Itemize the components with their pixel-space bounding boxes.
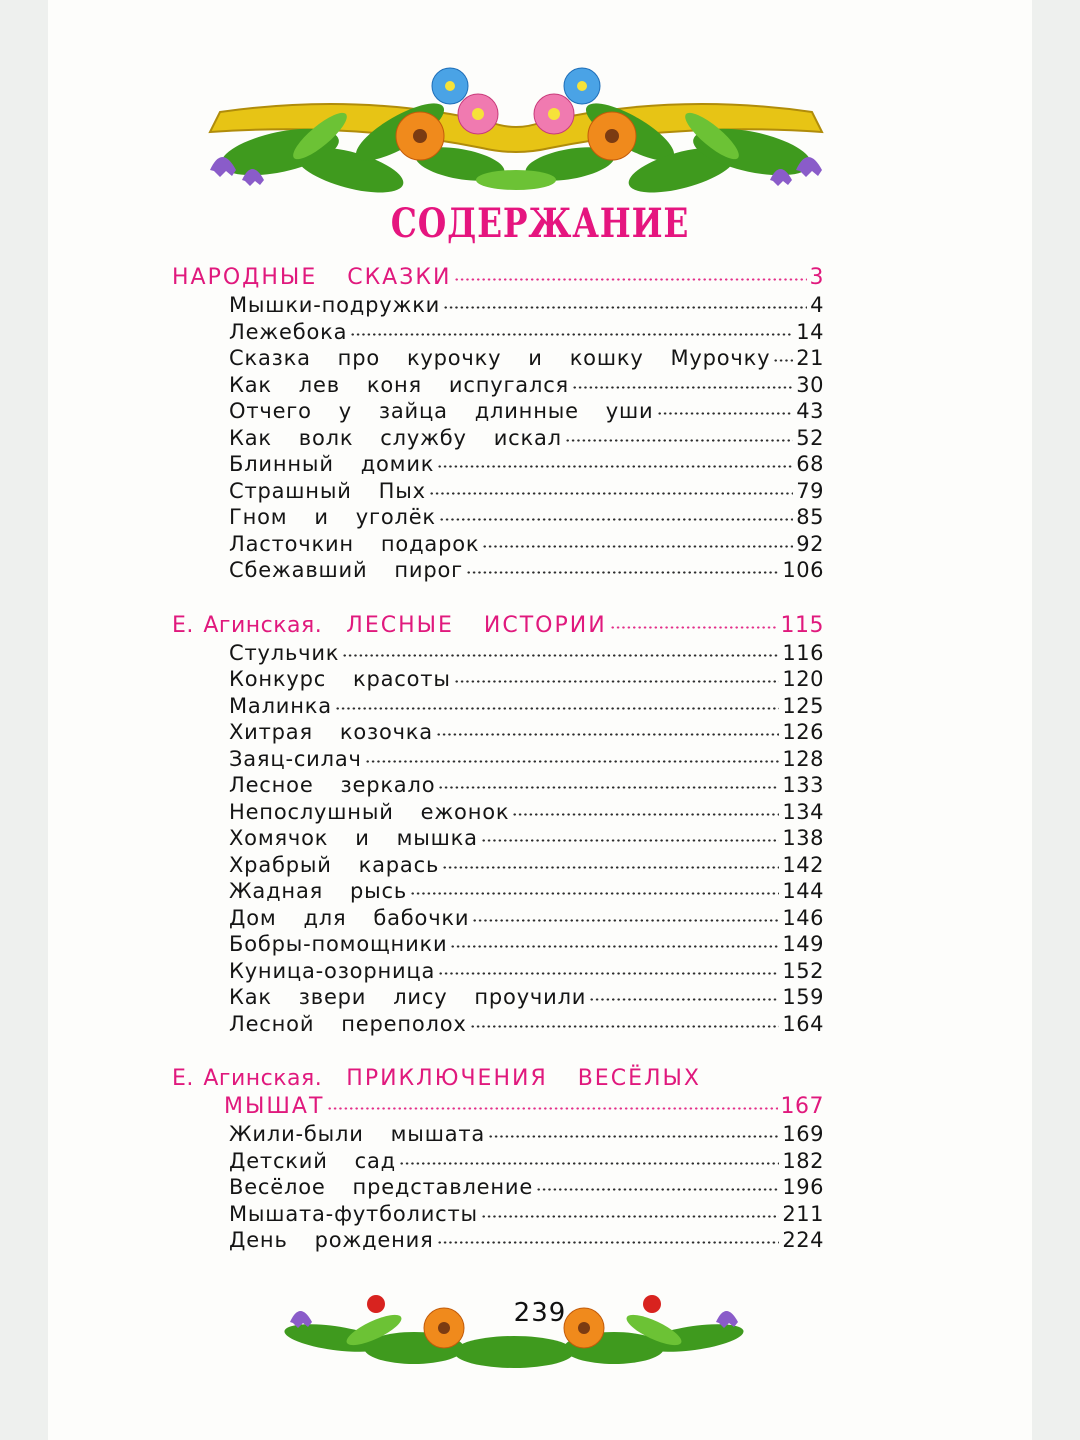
section-spacer bbox=[172, 584, 824, 612]
entry-title: Жили-были мышата bbox=[229, 1122, 486, 1146]
dot-leader bbox=[536, 1173, 779, 1192]
toc-entry[interactable] bbox=[172, 852, 824, 879]
dot-leader bbox=[410, 877, 779, 896]
page-number: 239 bbox=[513, 1298, 567, 1328]
dot-leader bbox=[482, 530, 793, 549]
dot-leader bbox=[327, 1091, 777, 1111]
entry-title: Сказка про курочку и кошку Мурочку bbox=[229, 346, 771, 370]
entry-page: 142 bbox=[782, 852, 824, 877]
entry-page: 196 bbox=[782, 1175, 824, 1199]
dot-leader bbox=[470, 1010, 780, 1029]
entry-title: Сбежавший пирог bbox=[229, 558, 463, 582]
entry-page: 30 bbox=[796, 372, 824, 397]
toc-entry[interactable] bbox=[172, 504, 824, 531]
entry-page: 128 bbox=[782, 746, 824, 771]
entry-title: Как волк службу искал bbox=[229, 425, 562, 450]
entry-page: 79 bbox=[796, 478, 824, 503]
toc-section-heading[interactable] bbox=[172, 1065, 824, 1093]
entry-page: 52 bbox=[796, 425, 824, 450]
entry-title: Как звери лису проучили bbox=[229, 985, 587, 1009]
entry-title: Непослушный ежонок bbox=[229, 799, 510, 824]
entry-title: Лесной переполох bbox=[229, 1011, 467, 1036]
entry-title: Лежебока bbox=[229, 319, 348, 344]
entry-title: Страшный Пых bbox=[229, 478, 426, 503]
toc-entry[interactable] bbox=[172, 531, 824, 558]
toc-entry[interactable] bbox=[172, 878, 824, 905]
table-of-contents bbox=[172, 264, 824, 1254]
entry-title: Храбрый карась bbox=[229, 852, 440, 877]
toc-entry[interactable] bbox=[172, 1227, 824, 1254]
toc-entry[interactable] bbox=[172, 319, 824, 346]
toc-entry[interactable] bbox=[172, 1011, 824, 1038]
page-title: СОДЕРЖАНИЕ bbox=[390, 200, 690, 247]
dot-leader bbox=[335, 692, 779, 711]
entry-title: Дом для бабочки bbox=[229, 905, 470, 930]
entry-page: 14 bbox=[796, 319, 824, 344]
dot-leader bbox=[572, 371, 793, 390]
toc-entry[interactable] bbox=[172, 1121, 824, 1148]
toc-entry[interactable] bbox=[172, 666, 824, 693]
toc-entry[interactable] bbox=[172, 398, 824, 425]
dot-leader bbox=[437, 450, 793, 469]
dot-leader bbox=[342, 639, 779, 658]
dot-leader bbox=[438, 957, 779, 976]
entry-page: 68 bbox=[796, 452, 824, 476]
section-title: ПРИКЛЮЧЕНИЯ ВЕСЁЛЫХ bbox=[346, 1066, 701, 1091]
toc-entry[interactable] bbox=[172, 958, 824, 985]
toc-entry[interactable] bbox=[172, 1148, 824, 1175]
entry-page: 149 bbox=[782, 932, 824, 956]
dot-leader bbox=[365, 745, 780, 764]
entry-page: 164 bbox=[782, 1011, 824, 1036]
toc-entry[interactable] bbox=[172, 746, 824, 773]
entry-title: Отчего у зайца длинные уши bbox=[229, 399, 654, 423]
toc-entry[interactable] bbox=[172, 693, 824, 720]
entry-page: 106 bbox=[782, 558, 824, 582]
entry-page: 43 bbox=[796, 399, 824, 423]
entry-title: Конкурс красоты bbox=[229, 667, 451, 691]
entry-page: 169 bbox=[782, 1122, 824, 1146]
dot-leader bbox=[438, 771, 779, 790]
entry-page: 159 bbox=[782, 985, 824, 1009]
entry-page: 4 bbox=[810, 293, 824, 317]
dot-leader bbox=[657, 397, 794, 416]
entry-page: 92 bbox=[796, 531, 824, 556]
toc-entry[interactable] bbox=[172, 772, 824, 799]
toc-entry[interactable] bbox=[172, 478, 824, 505]
entry-page: 120 bbox=[782, 667, 824, 691]
entry-page: 138 bbox=[782, 826, 824, 850]
toc-entry[interactable] bbox=[172, 799, 824, 826]
toc-section-heading[interactable] bbox=[172, 264, 824, 292]
section-page: 167 bbox=[780, 1094, 824, 1119]
entry-title: Хомячок и мышка bbox=[229, 826, 478, 850]
entry-page: 125 bbox=[782, 693, 824, 718]
entry-title: Куница-озорница bbox=[229, 958, 436, 983]
toc-entry[interactable] bbox=[172, 425, 824, 452]
entry-page: 182 bbox=[782, 1148, 824, 1173]
entry-title: Бобры-помощники bbox=[229, 932, 448, 956]
dot-leader bbox=[512, 798, 779, 817]
toc-entry[interactable] bbox=[172, 557, 824, 584]
dot-leader bbox=[399, 1147, 779, 1166]
entry-title: Гном и уголёк bbox=[229, 505, 436, 529]
entry-page: 134 bbox=[782, 799, 824, 824]
entry-page: 224 bbox=[782, 1228, 824, 1252]
dot-leader bbox=[466, 556, 779, 575]
entry-page: 146 bbox=[782, 905, 824, 930]
entry-title: Лесное зеркало bbox=[229, 773, 436, 797]
toc-entry[interactable] bbox=[172, 1201, 824, 1228]
section-title: НАРОДНЫЕ СКАЗКИ bbox=[172, 265, 452, 290]
dot-leader bbox=[472, 904, 779, 923]
dot-leader bbox=[589, 983, 779, 1002]
entry-title: Мышата-футболисты bbox=[229, 1201, 478, 1226]
entry-title: Заяц-силач bbox=[229, 746, 362, 771]
entry-title: Хитрая козочка bbox=[229, 720, 433, 744]
toc-entry[interactable] bbox=[172, 931, 824, 958]
dot-leader bbox=[454, 262, 806, 282]
section-page: 115 bbox=[780, 612, 824, 638]
toc-entry[interactable] bbox=[172, 719, 824, 746]
toc-entry[interactable] bbox=[172, 451, 824, 478]
entry-title: День рождения bbox=[229, 1228, 434, 1252]
toc-entry[interactable] bbox=[172, 984, 824, 1011]
toc-entry[interactable] bbox=[172, 905, 824, 932]
dot-leader bbox=[429, 477, 793, 496]
section-author: Е. Агинская. bbox=[172, 612, 323, 638]
dot-leader bbox=[439, 503, 793, 522]
dot-leader bbox=[450, 930, 779, 949]
dot-leader bbox=[488, 1120, 779, 1139]
entry-page: 211 bbox=[782, 1201, 824, 1226]
entry-page: 144 bbox=[782, 879, 824, 903]
section-title-continued: МЫШАТ bbox=[224, 1094, 325, 1119]
entry-page: 85 bbox=[796, 505, 824, 529]
toc-entry[interactable] bbox=[172, 825, 824, 852]
book-page bbox=[48, 0, 1032, 1440]
dot-leader bbox=[481, 1200, 779, 1219]
toc-entry[interactable] bbox=[172, 345, 824, 372]
entry-page: 133 bbox=[782, 773, 824, 797]
dot-leader bbox=[443, 291, 807, 310]
toc-entry[interactable] bbox=[172, 372, 824, 399]
dot-leader bbox=[442, 851, 779, 870]
toc-section-heading[interactable] bbox=[172, 612, 824, 640]
dot-leader bbox=[773, 344, 793, 363]
entry-title: Блинный домик bbox=[229, 452, 435, 476]
dot-leader bbox=[350, 318, 793, 337]
entry-page: 21 bbox=[796, 346, 824, 370]
dot-leader bbox=[610, 610, 778, 630]
entry-title: Детский сад bbox=[229, 1148, 396, 1173]
section-author: Е. Агинская. bbox=[172, 1066, 323, 1091]
dot-leader bbox=[565, 424, 793, 443]
dot-leader bbox=[481, 824, 780, 843]
entry-page: 116 bbox=[782, 640, 824, 665]
entry-page: 126 bbox=[782, 720, 824, 744]
section-spacer bbox=[172, 1037, 824, 1065]
dot-leader bbox=[437, 1226, 780, 1245]
section-page: 3 bbox=[809, 265, 824, 290]
toc-entry[interactable] bbox=[172, 640, 824, 667]
entry-title: Ласточкин подарок bbox=[229, 531, 480, 556]
entry-page: 152 bbox=[782, 958, 824, 983]
toc-entry[interactable] bbox=[172, 1174, 824, 1201]
entry-title: Весёлое представление bbox=[229, 1175, 534, 1199]
dot-leader bbox=[436, 718, 779, 737]
entry-title: Стульчик bbox=[229, 640, 340, 665]
floral-header-ornament bbox=[160, 52, 872, 200]
floral-footer-ornament bbox=[274, 1282, 754, 1382]
dot-leader bbox=[454, 665, 780, 684]
toc-section-heading-continued[interactable] bbox=[172, 1093, 824, 1121]
toc-entry[interactable] bbox=[172, 292, 824, 319]
entry-title: Малинка bbox=[229, 693, 332, 718]
entry-title: Мышки-подружки bbox=[229, 293, 441, 317]
entry-title: Жадная рысь bbox=[229, 879, 408, 903]
entry-title: Как лев коня испугался bbox=[229, 372, 569, 397]
section-title: ЛЕСНЫЕ ИСТОРИИ bbox=[346, 612, 607, 638]
